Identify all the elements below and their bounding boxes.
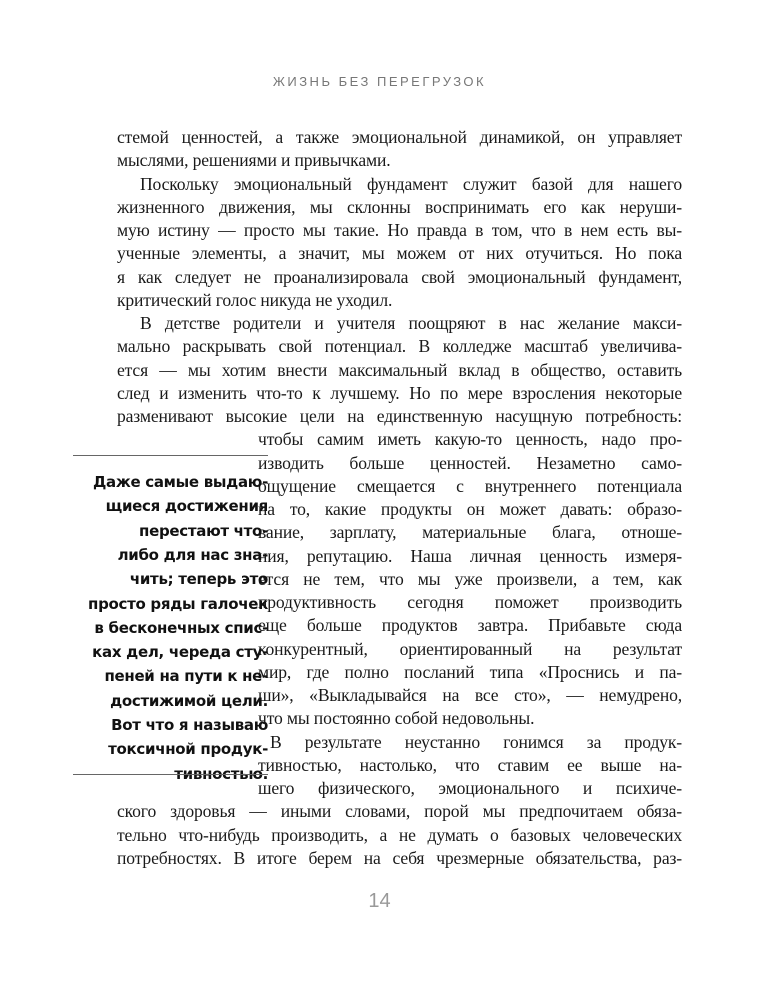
pull-quote-bottom-rule bbox=[73, 774, 268, 775]
body-line: мыслями, решениями и привычками. bbox=[117, 150, 391, 171]
body-line: ощущение смещается с внутреннего потенциала bbox=[258, 475, 682, 496]
body-line: ния, репутацию. Наша личная ценность измеря- bbox=[258, 545, 682, 566]
pull-quote-line: Вот что я называю bbox=[111, 716, 268, 734]
body-line: мально раскрывать свой потенциал. В колледже масштаб увеличива- bbox=[117, 336, 682, 357]
pull-quote-line: просто ряды галочек bbox=[88, 594, 268, 613]
body-line: чтобы самим иметь какую-то ценность, надо про- bbox=[258, 429, 682, 450]
body-line: изводить больше ценностей. Незаметно само- bbox=[258, 452, 682, 473]
body-line: еще больше продуктов завтра. Прибавьте сюда bbox=[258, 615, 682, 636]
pull-quote-line: пеней на пути к не- bbox=[104, 667, 268, 686]
pull-quote-line: достижимой цели. bbox=[110, 691, 268, 710]
body-line: на то, какие продукты он может давать: образо- bbox=[258, 499, 682, 519]
body-line: Поскольку эмоциональный фундамент служит базой для нашего bbox=[140, 173, 682, 194]
body-line: мую истину — просто мы такие. Но правда в том, что в нем есть вы- bbox=[117, 220, 682, 240]
body-line: тивностью, настолько, что ставим ее выше на- bbox=[258, 754, 682, 775]
pull-quote-line: в бесконечных спис- bbox=[94, 618, 268, 637]
pull-quote-line: перестают что- bbox=[139, 521, 268, 540]
body-line: тельно что-нибудь производить, а не думать о базовых человеческих bbox=[117, 824, 682, 845]
body-line: я как следует не проанализировала свой эмоциональный фундамент, bbox=[117, 266, 682, 287]
body-line: ется — мы хотим внести максимальный вклад в общество, оставить bbox=[117, 359, 682, 380]
body-line: продуктивность сегодня поможет производить bbox=[258, 592, 682, 612]
body-line: что мы постоянно собой недовольны. bbox=[258, 708, 535, 729]
pull-quote-line: Даже самые выдаю- bbox=[92, 473, 268, 491]
body-line: мир, где полно посланий типа «Проснись и па- bbox=[258, 661, 682, 682]
body-line: ется не тем, что мы уже произвели, а тем, как bbox=[258, 568, 682, 589]
pull-quote-line: тивностью. bbox=[174, 764, 268, 783]
body-line: ученные элементы, а значит, мы можем от них отучиться. Но пока bbox=[117, 243, 682, 264]
body-line: шего физического, эмоционального и психиче- bbox=[258, 778, 682, 798]
pull-quote-line: чить; теперь это bbox=[129, 570, 268, 589]
body-line: потребностях. В итоге берем на себя чрезмерные обязательства, раз- bbox=[117, 847, 682, 868]
body-line: В детстве родители и учителя поощряют в нас желание макси- bbox=[140, 313, 682, 333]
pull-quote-top-rule bbox=[73, 455, 268, 456]
body-line: жизненного движения, мы склонны воспринимать его как неруши- bbox=[117, 196, 682, 217]
pull-quote-line: токсичной продук- bbox=[108, 740, 268, 759]
running-head: ЖИЗНЬ БЕЗ ПЕРЕГРУЗОК bbox=[272, 74, 487, 89]
page-number: 14 bbox=[368, 890, 391, 912]
body-line: В результате неустанно гонимся за продук- bbox=[270, 731, 682, 752]
body-line: след и изменить что-то к лучшему. Но по мере взросления некоторые bbox=[117, 382, 682, 403]
body-line: вание, зарплату, материальные блага, отноше- bbox=[258, 522, 682, 543]
body-line: критический голос никуда не уходил. bbox=[117, 289, 393, 310]
pull-quote-line: либо для нас зна- bbox=[117, 545, 268, 564]
body-line: ши», «Выкладывайся на все сто», — немудрено, bbox=[258, 685, 682, 705]
pull-quote-line: ках дел, череда сту- bbox=[92, 643, 268, 662]
body-line: конкурентный, ориентированный на результат bbox=[258, 638, 682, 659]
body-line: разменивают высокие цели на единственную насущную потребность: bbox=[117, 406, 682, 426]
body-line: ского здоровья — иными словами, порой мы предпочитаем обяза- bbox=[117, 801, 682, 822]
body-line: стемой ценностей, а также эмоциональной динамикой, он управляет bbox=[117, 127, 682, 147]
pull-quote-line: щиеся достижения bbox=[105, 497, 268, 516]
